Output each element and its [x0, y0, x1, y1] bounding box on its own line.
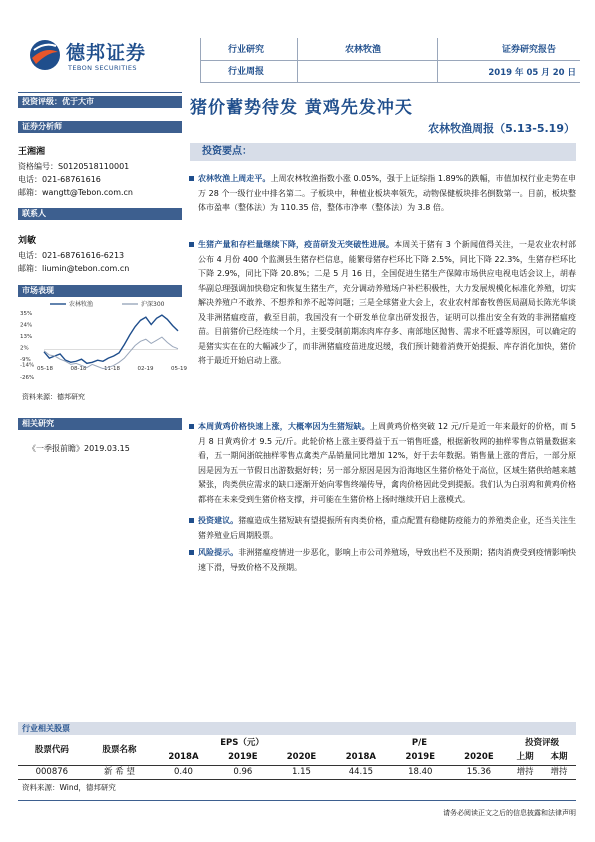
x-tick-label: 02-19 — [137, 366, 154, 372]
y-tick-label: -14% — [20, 362, 35, 369]
x-tick-label: 11-18 — [104, 366, 120, 372]
key-point-text: 上周农林牧渔指数小涨 0.05%，强于上证综指 1.89%的跌幅，市值加权行业走势在申万 28 个一级行业中排名第二。子板块中，种植业板块率领先，动物保健板块排名倒数第一。目前，板块整体市盈率（整体法）为 110.35 倍，整体市净率（整体法）为 3.8 倍。 — [198, 174, 576, 212]
key-point-text: 猪瘟造成生猪短缺有望提振所有肉类价格，重点配置有稳健防疫能力的养殖类企业，还当关注生猪养殖业后周期股票。 — [198, 516, 576, 540]
y-tick-label: 2% — [20, 345, 29, 352]
legend-label: 农林牧渔 — [69, 301, 94, 308]
col-year: 2020E — [272, 751, 331, 765]
table-row — [18, 765, 576, 779]
cell-name: 新 希 望 — [86, 765, 154, 779]
x-tick-label: 08-18 — [70, 366, 87, 372]
col-year: 2018A — [331, 751, 391, 765]
y-tick-label: 24% — [20, 322, 33, 329]
key-points-bar: 投资要点： — [190, 143, 576, 161]
col-prev-rating: 上期 — [508, 751, 542, 765]
cell-value: 18.40 — [391, 765, 450, 779]
contact-section-bar: 联系人 — [18, 208, 182, 220]
logo-cn-text: 德邦证券 — [66, 42, 147, 64]
y-tick-label: 35% — [20, 311, 33, 317]
series-line — [44, 337, 178, 368]
analyst-name: 王湘湘 — [18, 147, 46, 157]
sidebar-top-divider — [18, 92, 182, 93]
market-performance-chart — [18, 297, 187, 387]
contact-name: 刘敏 — [18, 236, 37, 246]
legend-label: 沪深300 — [141, 301, 165, 308]
y-tick-label: -26% — [20, 375, 35, 381]
bullet-square-icon — [189, 242, 194, 247]
key-point-lead: 农林牧渔上周走平。 — [198, 174, 271, 183]
key-point-paragraph — [198, 546, 576, 575]
key-point-text: 本周关于猪有 3 个新闻值得关注，一是农业农村部公布 4 月份 400 个监测县生猪存栏信息，能繁母猪存栏环比下降 2.5%，同比下降 22.3%，生猪存栏环比下降 2.9%，同比下降 20.8%；二是 5 月 16 日，全国促进生猪生产保障市场供应电视电话会议上，胡春华副总理强调加快稳定和恢复生猪生产，充分调动养殖场户补栏积极性，大力发展规模化标准化养殖，切实解决养殖户不敢养、不想养和养不起等问题；三是全球猪业大会上，农业农村部畜牧兽医局副局长陈光华谈及非洲猪瘟疫苗，截至目前，我国没有一个研发单位拿出研发报告，证明可以推出安全有效的非洲猪瘟疫苗。目前猪价已经连续一个月，主要受制前期冻肉库存多、南部地区抛售、需求不旺盛等原因，可以确定的是猪实实在在的大幅减少了，而非洲猪瘟疫苗进度迟缓，我们预计随着消费开始提振、库存消化加快，猪价将于最近开始启动上涨。 — [198, 240, 576, 365]
report-date: 2019 年 05 月 20 日 — [488, 68, 576, 78]
header-divider — [200, 60, 580, 61]
cell-code: 000876 — [18, 765, 86, 779]
analyst-info — [18, 146, 182, 199]
x-tick-label: 05-19 — [171, 366, 187, 372]
report-subtitle: 农林牧渔周报（5.13-5.19） — [428, 122, 575, 135]
market-chart-svg — [18, 297, 187, 387]
bullet-square-icon — [189, 518, 194, 523]
tebon-logo — [28, 38, 178, 74]
related-stocks-table — [18, 737, 576, 780]
rating-bar: 投资评级：优于大市 — [18, 96, 182, 108]
analyst-cert: 资格编号：S0120518110001 — [18, 161, 130, 171]
related-stocks-title: 行业相关股票 — [18, 722, 576, 735]
col-year: 2020E — [450, 751, 509, 765]
key-point-lead: 本周黄鸡价格快速上涨，大概率因为生猪短缺。 — [198, 422, 370, 431]
col-eps: EPS（元） — [220, 738, 264, 749]
cell-value: 0.40 — [153, 765, 213, 779]
sector-label: 农林牧渔 — [345, 45, 382, 55]
logo-en-text: TEBON SECURITIES — [68, 64, 137, 72]
col-rating: 投资评级 — [525, 738, 560, 749]
key-point-text: 上周黄鸡价格突破 12 元/斤是近一年来最好的价格，而 5 月 8 日黄鸡价才 9.5 元/斤。此轮价格上涨主要得益于五一销售旺盛，根据新牧网的抽样零售点销量数据来看，五一期间浙皖抽样零售点禽类产品销量同比增加 12%，好于去年数据。销售量上涨的背后，一部分原因是因为五一节假日出游数据好转；另一部分原因是因为沿海地区生猪价格处于高位，区域生猪供给越来越紧张，肉类供应需求的缺口逐渐开始向零售终端传导，禽肉价格因此受到提振。我们认为白羽鸡和黄鸡价格都将在未来受到生猪价格支撑，并可能在生猪价格上扬时继续开启上涨模式。 — [198, 422, 577, 504]
related-section-bar: 相关研究 — [18, 418, 182, 430]
key-point-lead: 生猪产量和存栏量继续下降，疫苗研发无突破性进展。 — [198, 240, 395, 249]
key-point-lead: 风险提示。 — [198, 548, 239, 557]
col-name: 股票名称 — [86, 737, 154, 765]
analyst-email[interactable]: 邮箱：wangtt@Tebon.com.cn — [18, 187, 133, 197]
bullet-square-icon — [189, 176, 194, 181]
key-point-paragraph — [198, 238, 576, 369]
bullet-square-icon — [189, 424, 194, 429]
bullet-square-icon — [189, 550, 194, 555]
col-code: 股票代码 — [18, 737, 86, 765]
cell-value: 44.15 — [331, 765, 391, 779]
cell-curr-rating: 增持 — [542, 765, 576, 779]
table-source: 资料来源：Wind，德邦研究 — [22, 783, 116, 792]
col-year: 2018A — [153, 751, 213, 765]
table-header-row — [18, 737, 576, 751]
key-point-lead: 投资建议。 — [198, 516, 239, 525]
key-point-paragraph — [198, 514, 576, 543]
key-point-text: 非洲猪瘟疫情进一步恶化，影响上市公司养殖场，导致出栏不及预期；猪肉消费受到疫情影响快速下滑，导致价格不及预期。 — [198, 548, 576, 572]
analyst-phone: 电话：021-68761616 — [18, 174, 101, 184]
contact-email[interactable]: 邮箱：liumin@tebon.com.cn — [18, 263, 130, 273]
col-year: 2019E — [214, 751, 273, 765]
x-tick-label: 05-18 — [37, 366, 53, 372]
tebon-logo-mark-icon — [28, 38, 62, 72]
cell-value: 0.96 — [214, 765, 273, 779]
industry-weekly-label: 行业周报 — [228, 67, 265, 77]
key-point-paragraph — [198, 420, 576, 507]
market-section-bar: 市场表现 — [18, 285, 182, 297]
footer-divider — [18, 800, 576, 801]
y-tick-label: 13% — [20, 334, 33, 341]
industry-research-label: 行业研究 — [228, 45, 265, 55]
chart-source: 资料来源：德邦研究 — [22, 393, 85, 401]
col-pe: P/E — [411, 738, 428, 749]
cell-value: 1.15 — [272, 765, 331, 779]
y-tick-label: -9% — [20, 357, 31, 364]
analyst-section-bar: 证券分析师 — [18, 121, 182, 133]
disclaimer-footer[interactable]: 请务必阅读正文之后的信息披露和法律声明 — [443, 809, 576, 817]
col-year: 2019E — [391, 751, 450, 765]
key-point-paragraph — [198, 172, 576, 216]
related-report-item[interactable]: 《一季报前瞻》2019.03.15 — [28, 444, 130, 453]
contact-info — [18, 235, 182, 275]
header-divider — [200, 82, 580, 83]
report-type-label: 证券研究报告 — [502, 45, 557, 55]
cell-value: 15.36 — [450, 765, 509, 779]
cell-prev-rating: 增持 — [508, 765, 542, 779]
col-curr-rating: 本期 — [542, 751, 576, 765]
report-title: 猪价蓄势待发 黄鸡先发冲天 — [190, 98, 413, 118]
contact-phone: 电话：021-68761616-6213 — [18, 250, 125, 260]
